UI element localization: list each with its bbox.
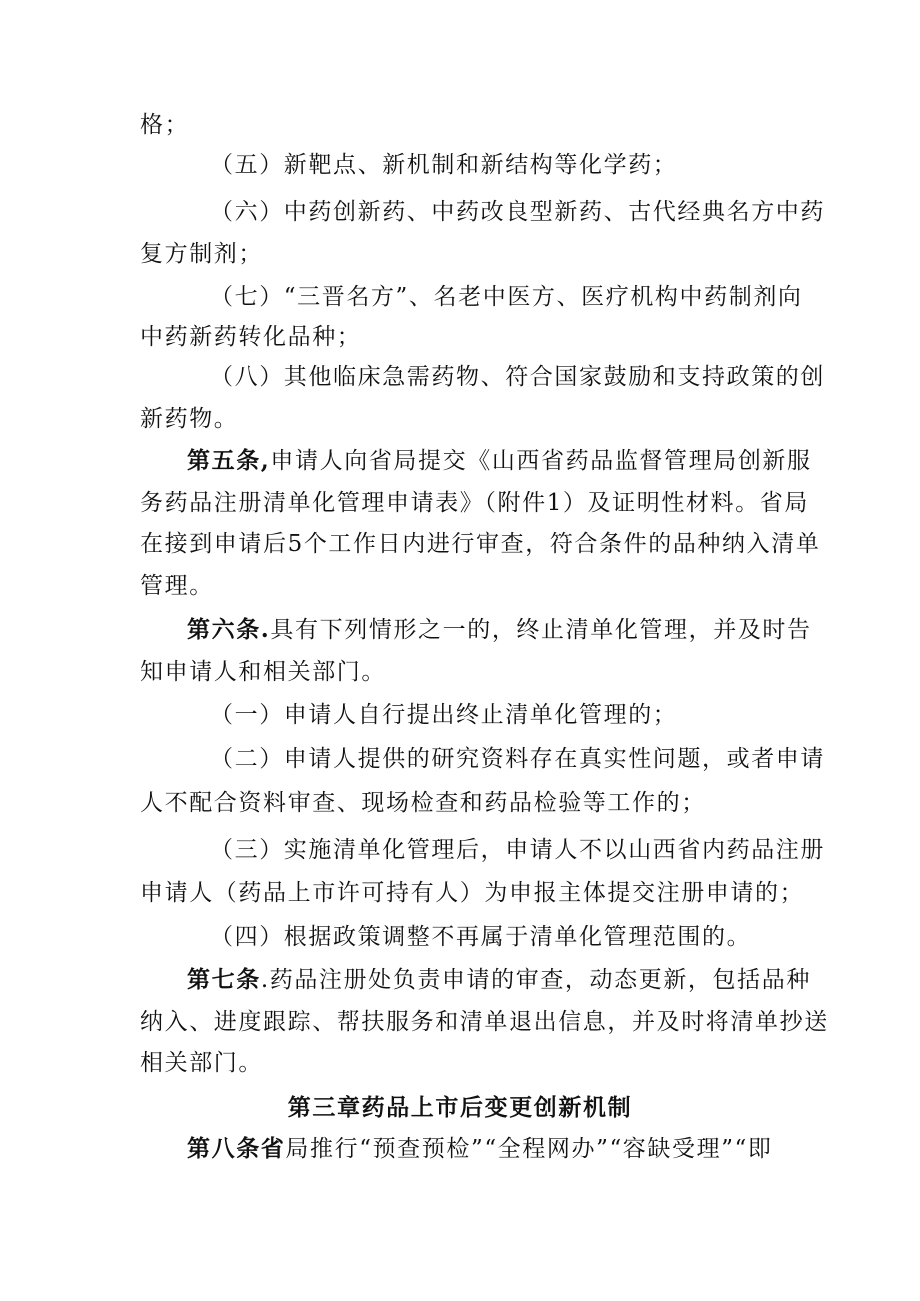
- chapter-title: 第三章药品上市后变更创新机制: [287, 1094, 633, 1121]
- text-line: 人不配合资料审查、现场检查和药品检验等工作的；: [140, 790, 706, 816]
- article-7-line-2: 纳入、进度跟踪、帮扶服务和清单退出信息，并及时将清单抄送: [140, 1009, 829, 1035]
- article-5-line-2: 务药品注册清单化管理申请表》（附件1）及证明性材料。省局: [140, 490, 809, 516]
- article-5-line-4: 管理。: [140, 573, 214, 599]
- text-line: 申请人（药品上市许可持有人）为申报主体提交注册申请的；: [140, 880, 805, 906]
- article-label: 第五条,: [187, 447, 271, 474]
- text-line: 格；: [140, 112, 190, 138]
- list-item: （五）新靶点、新机制和新结构等化学药；: [210, 152, 678, 178]
- text-line: 中药新药转化品种；: [140, 324, 362, 350]
- article-text: .药品注册处负责申请的审查，动态更新，包括品种: [260, 967, 811, 993]
- article-6-line-2: 知申请人和相关部门。: [140, 659, 386, 685]
- list-item: （七）“三晋名方”、名老中医方、医疗机构中药制剂向: [210, 284, 803, 310]
- list-item: （一）申请人自行提出终止清单化管理的；: [210, 702, 678, 728]
- text-line: 新药物。: [140, 406, 239, 432]
- list-item: （三）实施清单化管理后，申请人不以山西省内药品注册: [210, 837, 825, 863]
- article-6-line-1: [187, 615, 812, 645]
- article-text: 具有下列情形之一的，终止清单化管理，并及时告: [270, 617, 812, 643]
- list-item: （二）申请人提供的研究资料存在真实性问题，或者申请: [210, 746, 825, 772]
- article-text: 局推行“预查预检”“全程网办”“容缺受理”“即: [285, 1136, 773, 1162]
- list-item: （八）其他临床急需药物、符合国家鼓励和支持政策的创: [210, 364, 825, 390]
- article-label: 第八条省: [187, 1135, 286, 1162]
- article-5-line-1: [187, 446, 812, 476]
- list-item: （六）中药创新药、中药改良型新药、古代经典名方中药: [210, 199, 825, 225]
- article-8-line-1: [187, 1134, 773, 1164]
- article-7-line-1: [187, 965, 811, 995]
- list-item: （四）根据政策调整不再属于清单化管理范围的。: [210, 924, 752, 950]
- article-label: 第七条: [187, 966, 261, 993]
- article-label: 第六条.: [187, 616, 271, 643]
- article-7-line-3: 相关部门。: [140, 1050, 263, 1076]
- article-5-line-3: 在接到申请后5个工作日内进行审查，符合条件的品种纳入清单: [140, 531, 821, 557]
- article-text: 申请人向省局提交《山西省药品监督管理局创新服: [270, 448, 812, 474]
- text-line: 复方制剂；: [140, 241, 263, 267]
